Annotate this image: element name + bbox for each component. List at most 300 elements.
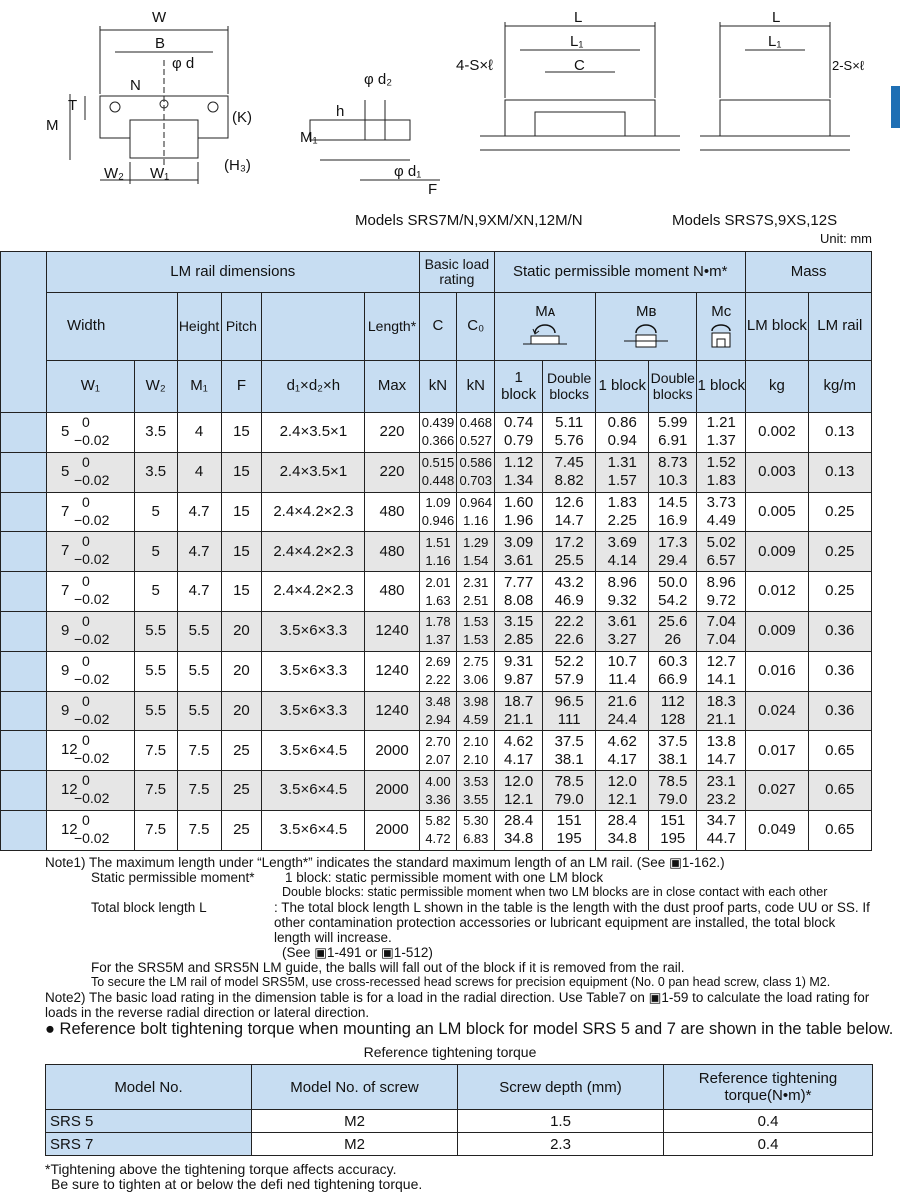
cell-f: 25 <box>221 771 262 811</box>
cell-mb-double <box>649 651 697 691</box>
cell-w1 <box>46 611 134 651</box>
cell-rail-mass: 0.36 <box>808 651 871 691</box>
table-row <box>1 492 872 532</box>
label-M1: M₁ <box>300 129 318 146</box>
w1-tol-upper: 0 <box>81 811 90 828</box>
value-lower: 79.0 <box>554 790 584 808</box>
cell-c0 <box>457 572 495 612</box>
cell-ma-double <box>543 651 596 691</box>
lead-cell <box>1 452 47 492</box>
sub-kg: kg <box>746 361 808 413</box>
lead-cell <box>1 413 47 453</box>
cell-c <box>419 810 457 850</box>
value-lower: 25.5 <box>554 551 584 569</box>
cell-c <box>419 691 457 731</box>
table-row <box>1 413 872 453</box>
cell-f: 15 <box>221 572 262 612</box>
cell-mc-1 <box>697 452 746 492</box>
hdr-pitch: Pitch <box>221 293 262 361</box>
cell-ma-double <box>543 572 596 612</box>
value-upper: 10.7 <box>607 653 637 671</box>
lead-cell <box>1 651 47 691</box>
torque-table <box>45 1064 873 1156</box>
cell-c0 <box>457 810 495 850</box>
value-upper: 17.2 <box>554 533 584 551</box>
cell-ma-1 <box>495 810 543 850</box>
torque-hdr-depth: Screw depth (mm) <box>458 1065 664 1110</box>
cell-ma-double <box>543 492 596 532</box>
cell-mb-1 <box>596 492 649 532</box>
notes-section <box>45 855 875 1020</box>
cell-dxh: 2.4×3.5×1 <box>262 452 365 492</box>
torque-hdr-model: Model No. <box>46 1065 252 1110</box>
cell-m1: 4.7 <box>177 532 221 572</box>
cell-w2: 5.5 <box>134 611 177 651</box>
cell-w2: 7.5 <box>134 810 177 850</box>
w1-value: 9 <box>60 661 70 679</box>
torque-footnote <box>45 1162 422 1192</box>
value-upper: 28.4 <box>504 812 534 830</box>
cell-w1 <box>46 810 134 850</box>
torque-model: SRS 5 <box>46 1110 252 1133</box>
cell-mb-double <box>649 413 697 453</box>
w1-tol-lower: −0.02 <box>73 670 110 687</box>
label-S4: 4-S×ℓ <box>456 57 493 74</box>
side-rail <box>310 120 410 140</box>
torque-model: SRS 7 <box>46 1133 252 1156</box>
cell-m1: 4 <box>177 452 221 492</box>
torque-value: 0.4 <box>664 1133 873 1156</box>
cell-ma-double <box>543 771 596 811</box>
value-lower: 14.1 <box>706 671 736 689</box>
cell-dxh: 2.4×4.2×2.3 <box>262 572 365 612</box>
cell-w1 <box>46 691 134 731</box>
long-block <box>505 100 655 136</box>
cell-w2: 7.5 <box>134 771 177 811</box>
w1-tol-lower: −0.02 <box>73 551 110 568</box>
hdr-MB-label: Mʙ <box>636 303 657 321</box>
w1-value: 7 <box>60 502 70 520</box>
torque-hdr-screw: Model No. of screw <box>252 1065 458 1110</box>
value-upper: 8.96 <box>706 573 736 591</box>
hdr-height: Height <box>177 293 221 361</box>
torque-hdr-torque: Reference tightening torque(N•m)* <box>664 1065 873 1110</box>
sub-kgm: kg/m <box>808 361 871 413</box>
caption-left: Models SRS7M/N,9XM/XN,12M/N <box>355 212 583 229</box>
value-upper: 3.53 <box>463 773 489 789</box>
sub-1block-b: 1 block <box>596 361 649 413</box>
value-lower: 9.87 <box>504 671 534 689</box>
cell-length: 2000 <box>365 810 419 850</box>
value-upper: 4.00 <box>425 773 451 789</box>
cell-ma-double <box>543 731 596 771</box>
note-2: Note2) The basic load rating in the dimension table is for a load in the radial direction. Use Table7 on ▣1-59 to calculate the load rating for loads in the reverse radial direction or lateral direction. <box>45 990 870 1020</box>
value-lower: 9.72 <box>706 591 736 609</box>
label-M: M <box>46 117 59 134</box>
value-upper: 23.1 <box>706 772 736 790</box>
cell-mb-double <box>649 532 697 572</box>
value-lower: 1.34 <box>504 472 534 490</box>
value-lower: 195 <box>660 830 686 848</box>
value-upper: 18.7 <box>504 692 534 710</box>
hdr-MB <box>596 293 697 361</box>
value-lower: 26 <box>664 631 682 649</box>
value-upper: 52.2 <box>554 653 584 671</box>
value-lower: 195 <box>556 830 582 848</box>
w1-value: 7 <box>60 542 70 560</box>
value-lower: 6.57 <box>706 551 736 569</box>
value-lower: 1.16 <box>463 512 489 528</box>
value-upper: 25.6 <box>658 613 688 631</box>
lead-cell <box>1 810 47 850</box>
value-lower: 79.0 <box>658 790 688 808</box>
cell-c0 <box>457 492 495 532</box>
cell-w2: 3.5 <box>134 452 177 492</box>
value-lower: 14.7 <box>554 511 584 529</box>
cell-w2: 5 <box>134 492 177 532</box>
w1-tol-upper: 0 <box>81 414 90 430</box>
w1-tol-upper: 0 <box>81 692 90 709</box>
w1-tol-lower: −0.02 <box>73 471 110 488</box>
cell-m1: 5.5 <box>177 651 221 691</box>
cell-length: 480 <box>365 572 419 612</box>
cell-mc-1 <box>697 492 746 532</box>
cell-mc-1 <box>697 771 746 811</box>
cell-ma-double <box>543 413 596 453</box>
value-lower: 1.63 <box>425 592 451 608</box>
value-lower: 2.85 <box>504 631 534 649</box>
value-lower: 1.96 <box>504 511 534 529</box>
cell-mb-double <box>649 452 697 492</box>
value-upper: 1.29 <box>463 534 489 550</box>
sub-1block-c: 1 block <box>697 361 746 413</box>
table-body <box>1 413 872 851</box>
value-lower: 8.82 <box>554 472 584 490</box>
front-hole-left <box>110 102 120 112</box>
cell-ma-double <box>543 532 596 572</box>
value-upper: 37.5 <box>554 732 584 750</box>
cell-dxh: 3.5×6×3.3 <box>262 691 365 731</box>
table-row <box>1 611 872 651</box>
cell-w2: 5.5 <box>134 651 177 691</box>
cell-ma-1 <box>495 731 543 771</box>
w1-tol-upper: 0 <box>81 612 90 629</box>
cell-mc-1 <box>697 611 746 651</box>
cell-length: 2000 <box>365 771 419 811</box>
value-upper: 3.48 <box>425 693 451 709</box>
cell-block-mass: 0.002 <box>746 413 808 453</box>
cell-rail-mass: 0.25 <box>808 532 871 572</box>
w1-tol-upper: 0 <box>81 573 90 590</box>
table-row <box>1 572 872 612</box>
value-lower: 0.946 <box>421 512 455 528</box>
value-lower: 0.448 <box>421 473 455 489</box>
cell-rail-mass: 0.65 <box>808 771 871 811</box>
value-upper: 12.7 <box>706 653 736 671</box>
cell-mb-1 <box>596 572 649 612</box>
cell-c0 <box>457 771 495 811</box>
value-upper: 1.52 <box>706 454 736 472</box>
label-F: F <box>428 181 438 198</box>
hdr-lm-block: LM block <box>746 293 808 361</box>
label-d1: φ d₁ <box>394 163 422 180</box>
cell-mc-1 <box>697 691 746 731</box>
value-upper: 3.69 <box>607 533 637 551</box>
value-lower: 9.32 <box>607 591 637 609</box>
value-lower: 66.9 <box>658 671 688 689</box>
value-lower: 14.7 <box>706 750 736 768</box>
cell-mb-1 <box>596 651 649 691</box>
cell-ma-1 <box>495 651 543 691</box>
value-upper: 1.78 <box>425 614 451 630</box>
note-tbl <box>45 900 875 945</box>
value-lower: 21.1 <box>706 710 736 728</box>
cell-c <box>419 452 457 492</box>
cell-mc-1 <box>697 810 746 850</box>
torque-row <box>46 1133 873 1156</box>
lead-cell <box>1 532 47 572</box>
torque-caption: Reference tightening torque <box>363 1044 537 1060</box>
cell-block-mass: 0.003 <box>746 452 808 492</box>
value-lower: 3.36 <box>425 791 451 807</box>
value-lower: 2.22 <box>425 672 451 688</box>
cell-rail-mass: 0.36 <box>808 691 871 731</box>
cell-f: 20 <box>221 651 262 691</box>
cell-c <box>419 651 457 691</box>
value-upper: 1.12 <box>504 454 534 472</box>
cell-rail-mass: 0.25 <box>808 492 871 532</box>
value-upper: 0.515 <box>421 455 455 471</box>
value-lower: 54.2 <box>658 591 688 609</box>
label-N: N <box>130 77 141 94</box>
w1-tol-upper: 0 <box>81 453 90 470</box>
value-lower: 111 <box>557 710 581 728</box>
note-tbl-1: : The total block length L shown in the table is the length with the dust proof parts, code UU or SS. If other contamination protection accessories or lubricant equipment are installed, the total block length will increase. <box>274 900 870 945</box>
label-L: L <box>574 9 583 26</box>
value-lower: 3.27 <box>607 631 637 649</box>
value-lower: 1.54 <box>463 552 489 568</box>
hdr-basic-load: Basic load rating <box>419 252 495 293</box>
value-lower: 2.25 <box>607 511 637 529</box>
table-row <box>1 452 872 492</box>
value-upper: 112 <box>660 692 685 710</box>
value-lower: 8.08 <box>504 591 534 609</box>
hdr-C0: C₀ <box>457 293 495 361</box>
cell-rail-mass: 0.65 <box>808 810 871 850</box>
cell-w1 <box>46 771 134 811</box>
hdr-lm-rail-mass: LM rail <box>808 293 871 361</box>
value-upper: 5.30 <box>463 813 489 829</box>
w1-tol-lower: −0.02 <box>73 511 110 528</box>
torque-depth: 1.5 <box>458 1110 664 1133</box>
value-upper: 1.09 <box>425 494 451 510</box>
cell-w1 <box>46 572 134 612</box>
torque-screw: M2 <box>252 1110 458 1133</box>
value-lower: 0.94 <box>607 432 637 450</box>
value-upper: 96.5 <box>554 692 584 710</box>
cell-f: 15 <box>221 532 262 572</box>
value-upper: 1.60 <box>504 493 534 511</box>
sub-M1: M₁ <box>177 361 221 413</box>
caption-right: Models SRS7S,9XS,12S <box>672 212 838 229</box>
cell-dxh: 2.4×4.2×2.3 <box>262 492 365 532</box>
torque-foot-1: *Tightening above the tightening torque affects accuracy. <box>45 1161 397 1177</box>
sub-kN2: kN <box>457 361 495 413</box>
cell-block-mass: 0.005 <box>746 492 808 532</box>
note-tbl-label: Total block length L <box>91 900 207 915</box>
value-upper: 1.53 <box>463 614 489 630</box>
label-L1-short: L₁ <box>768 33 782 50</box>
label-K: (K) <box>232 109 252 126</box>
value-upper: 4.62 <box>607 732 637 750</box>
value-lower: 5.76 <box>554 432 584 450</box>
value-upper: 28.4 <box>607 812 637 830</box>
torque-depth: 2.3 <box>458 1133 664 1156</box>
w1-value: 5 <box>60 462 70 480</box>
cell-ma-double <box>543 452 596 492</box>
value-lower: 12.1 <box>607 790 637 808</box>
cell-block-mass: 0.009 <box>746 611 808 651</box>
value-lower: 23.2 <box>706 790 736 808</box>
value-lower: 46.9 <box>554 591 584 609</box>
cell-c <box>419 731 457 771</box>
w1-tol-upper: 0 <box>81 533 90 550</box>
w1-tol-upper: 0 <box>81 493 90 510</box>
w1-tol-upper: 0 <box>81 732 90 749</box>
value-upper: 0.86 <box>607 414 637 432</box>
value-upper: 8.96 <box>607 573 637 591</box>
sub-F: F <box>221 361 262 413</box>
cell-c <box>419 532 457 572</box>
value-lower: 1.83 <box>706 472 736 490</box>
value-upper: 5.99 <box>658 414 688 432</box>
value-lower: 24.4 <box>607 710 637 728</box>
cell-w1 <box>46 532 134 572</box>
cell-ma-1 <box>495 611 543 651</box>
w1-tol-lower: −0.02 <box>73 829 110 846</box>
value-lower: 44.7 <box>706 830 736 848</box>
cell-m1: 7.5 <box>177 731 221 771</box>
cell-m1: 5.5 <box>177 691 221 731</box>
value-upper: 12.0 <box>504 772 534 790</box>
note-srs5a: For the SRS5M and SRS5N LM guide, the balls will fall out of the block if it is removed from the rail. <box>91 960 685 975</box>
w1-tol-lower: −0.02 <box>73 432 110 448</box>
cell-mc-1 <box>697 413 746 453</box>
value-lower: 6.91 <box>658 432 688 450</box>
cell-rail-mass: 0.25 <box>808 572 871 612</box>
value-lower: 128 <box>660 710 686 728</box>
cell-f: 25 <box>221 810 262 850</box>
yawing-moment-icon <box>622 323 670 349</box>
value-upper: 3.61 <box>607 613 637 631</box>
value-lower: 2.51 <box>463 592 489 608</box>
value-lower: 2.07 <box>425 751 451 767</box>
note-spm <box>45 870 875 885</box>
value-upper: 37.5 <box>658 732 688 750</box>
cell-mb-double <box>649 771 697 811</box>
label-W1: W₁ <box>150 165 170 182</box>
table-row <box>1 691 872 731</box>
value-lower: 57.9 <box>554 671 584 689</box>
value-upper: 78.5 <box>554 772 584 790</box>
w1-value: 9 <box>60 701 70 719</box>
value-upper: 2.31 <box>463 574 489 590</box>
unit-label: Unit: mm <box>820 231 872 246</box>
value-upper: 2.75 <box>463 654 489 670</box>
cell-w2: 3.5 <box>134 413 177 453</box>
value-lower: 0.703 <box>459 473 493 489</box>
cell-c0 <box>457 611 495 651</box>
label-S2: 2-S×ℓ <box>832 58 865 73</box>
cell-m1: 4.7 <box>177 492 221 532</box>
label-h: h <box>336 103 345 120</box>
value-upper: 8.73 <box>658 454 688 472</box>
cell-dxh: 3.5×6×4.5 <box>262 810 365 850</box>
cell-length: 1240 <box>365 611 419 651</box>
value-upper: 7.45 <box>554 454 584 472</box>
cell-w2: 5.5 <box>134 691 177 731</box>
sub-dxh: d₁×d₂×h <box>262 361 365 413</box>
cell-dxh: 2.4×4.2×2.3 <box>262 532 365 572</box>
cell-mb-double <box>649 691 697 731</box>
value-lower: 0.366 <box>421 433 455 449</box>
sub-W2: W₂ <box>134 361 177 413</box>
value-lower: 1.16 <box>425 552 451 568</box>
value-upper: 1.51 <box>425 534 451 550</box>
cell-w2: 5 <box>134 572 177 612</box>
cell-length: 480 <box>365 532 419 572</box>
hdr-MA <box>495 293 596 361</box>
torque-foot-2: Be sure to tighten at or below the defi ned tightening torque. <box>51 1176 423 1192</box>
value-upper: 21.6 <box>607 692 637 710</box>
w1-tol-lower: −0.02 <box>73 750 110 767</box>
cell-c <box>419 611 457 651</box>
cell-mb-1 <box>596 532 649 572</box>
value-upper: 1.83 <box>607 493 637 511</box>
cell-f: 20 <box>221 691 262 731</box>
value-lower: 12.1 <box>504 790 534 808</box>
hdr-C: C <box>419 293 457 361</box>
value-lower: 11.4 <box>608 671 637 689</box>
cell-ma-double <box>543 611 596 651</box>
table-row <box>1 771 872 811</box>
value-lower: 29.4 <box>658 551 688 569</box>
cell-ma-1 <box>495 691 543 731</box>
cell-m1: 7.5 <box>177 810 221 850</box>
table-row <box>1 651 872 691</box>
label-L1: L₁ <box>570 33 584 50</box>
value-lower: 10.3 <box>658 472 688 490</box>
label-C: C <box>574 57 585 74</box>
cell-dxh: 2.4×3.5×1 <box>262 413 365 453</box>
label-d: φ d <box>172 55 195 72</box>
cell-mb-1 <box>596 413 649 453</box>
hdr-MC-label: Mᴄ <box>711 303 732 321</box>
value-upper: 151 <box>556 812 582 830</box>
lead-cell <box>1 611 47 651</box>
hdr-length: Length* <box>365 293 419 361</box>
value-upper: 0.468 <box>459 415 493 431</box>
cell-length: 220 <box>365 452 419 492</box>
cell-c <box>419 492 457 532</box>
lead-cell <box>1 252 47 413</box>
w1-value: 12 <box>60 781 78 799</box>
label-d2: φ d₂ <box>364 71 393 88</box>
cell-m1: 4 <box>177 413 221 453</box>
cell-c <box>419 413 457 453</box>
w1-tol-lower: −0.02 <box>73 591 110 608</box>
note-spm-label: Static permissible moment* <box>91 870 255 885</box>
